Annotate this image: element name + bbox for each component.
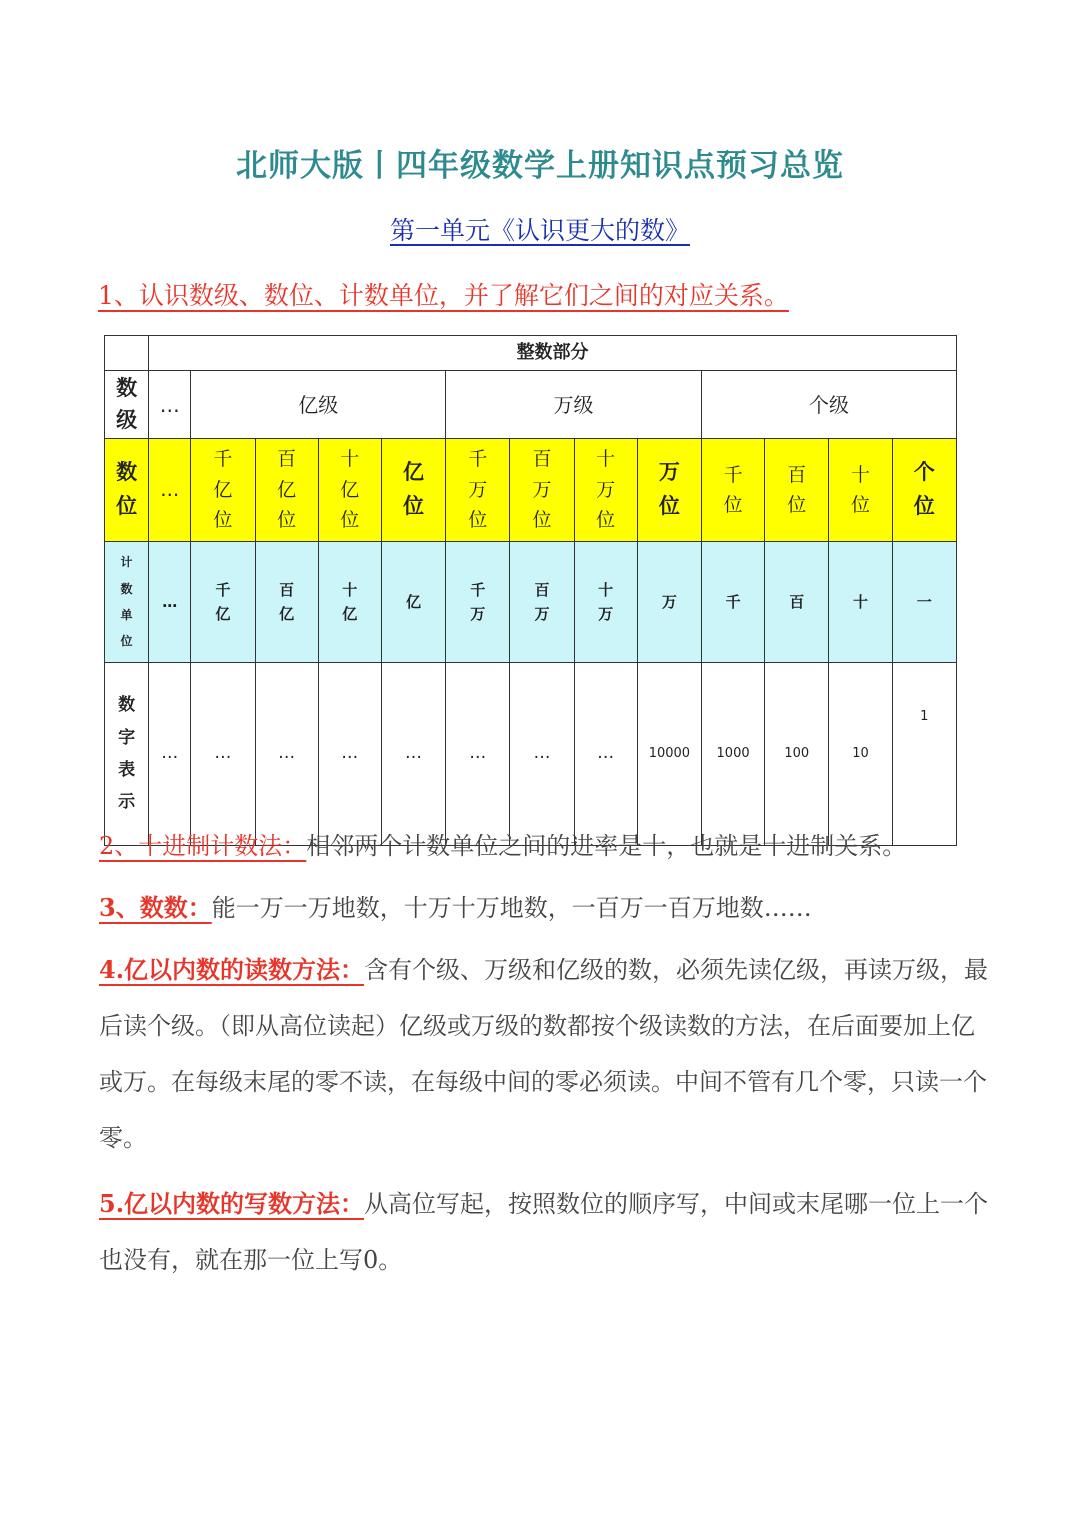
point-2-heading: 2、十进制计数法：	[99, 832, 307, 860]
point-4-heading: 4.亿以内数的读数方法：	[99, 955, 365, 984]
section-1-heading: 1、认识数级、数位、计数单位，并了解它们之间的对应关系。	[98, 281, 789, 310]
number-cell: 1000	[701, 663, 764, 846]
level-wan: 万级	[446, 371, 702, 439]
digit-ellipsis: …	[149, 439, 191, 542]
row-label-number: 数字表示	[105, 663, 149, 846]
row-label-unit: 计数单位	[105, 542, 149, 663]
point-3	[99, 880, 989, 936]
digit-cell: 百亿位	[255, 439, 318, 542]
table-header-row	[105, 336, 957, 371]
digit-cell: 万位	[637, 439, 701, 542]
unit-cell: 十万	[574, 542, 637, 663]
number-cell: 10	[829, 663, 892, 846]
point-5-heading: 5.亿以内数的写数方法：	[99, 1189, 365, 1218]
number-cell: …	[510, 663, 574, 846]
number-cell: …	[255, 663, 318, 846]
point-5	[99, 1176, 989, 1288]
unit-cell: 一	[892, 542, 956, 663]
digit-row	[105, 439, 957, 542]
digit-cell: 十万位	[574, 439, 637, 542]
point-2	[99, 818, 989, 874]
unit-row	[105, 542, 957, 663]
unit-cell: 百万	[510, 542, 574, 663]
unit-title: 第一单元《认识更大的数》	[389, 216, 690, 245]
digit-cell: 百万位	[510, 439, 574, 542]
unit-cell: 万	[637, 542, 701, 663]
unit-cell: 十亿	[318, 542, 381, 663]
unit-cell: 千亿	[191, 542, 255, 663]
place-value-table	[104, 335, 957, 846]
integer-part-header: 整数部分	[149, 336, 957, 371]
unit-cell: 百亿	[255, 542, 318, 663]
level-ge: 个级	[701, 371, 956, 439]
number-cell: …	[381, 663, 445, 846]
number-cell: 1	[892, 663, 956, 846]
level-yi: 亿级	[191, 371, 446, 439]
digit-cell: 千亿位	[191, 439, 255, 542]
unit-cell: 千	[701, 542, 764, 663]
number-cell: …	[446, 663, 510, 846]
level-row	[105, 371, 957, 439]
point-2-body: 相邻两个计数单位之间的进率是十，也就是十进制关系。	[306, 832, 907, 860]
page-title: 北师大版丨四年级数学上册知识点预习总览	[236, 148, 844, 184]
digit-cell: 十位	[829, 439, 892, 542]
point-4-body: 含有个级、万级和亿级的数，必须先读亿级，再读万级，最后读个级。（即从高位读起）亿级或万级的数都按个级读数的方法，在后面要加上亿或万。在每级末尾的零不读，在每级中间的零必须读。中间不管有几个零，只读一个零。	[99, 956, 989, 1152]
point-3-heading: 3、数数：	[99, 893, 212, 922]
digit-cell: 千万位	[446, 439, 510, 542]
level-ellipsis: …	[149, 371, 191, 439]
point-4	[99, 942, 989, 1166]
point-5-body: 从高位写起，按照数位的顺序写，中间或末尾哪一位上一个也没有，就在那一位上写0。	[99, 1190, 989, 1274]
digit-cell: 十亿位	[318, 439, 381, 542]
row-label-level: 数级	[105, 371, 149, 439]
digit-cell: 百位	[765, 439, 829, 542]
number-cell: …	[574, 663, 637, 846]
number-cell: 10000	[637, 663, 701, 846]
digit-cell: 个位	[892, 439, 956, 542]
unit-cell: 十	[829, 542, 892, 663]
digit-cell: 千位	[701, 439, 764, 542]
point-3-body: 能一万一万地数，十万十万地数，一百万一百万地数……	[211, 894, 812, 922]
table-corner-cell	[105, 336, 149, 371]
number-cell: …	[318, 663, 381, 846]
unit-cell: 千万	[446, 542, 510, 663]
unit-ellipsis: …	[149, 542, 191, 663]
unit-cell: 百	[765, 542, 829, 663]
digit-cell: 亿位	[381, 439, 445, 542]
row-label-digit: 数位	[105, 439, 149, 542]
number-cell: …	[191, 663, 255, 846]
unit-cell: 亿	[381, 542, 445, 663]
unit-heading	[0, 211, 1080, 247]
number-cell: 100	[765, 663, 829, 846]
number-ellipsis: …	[149, 663, 191, 846]
